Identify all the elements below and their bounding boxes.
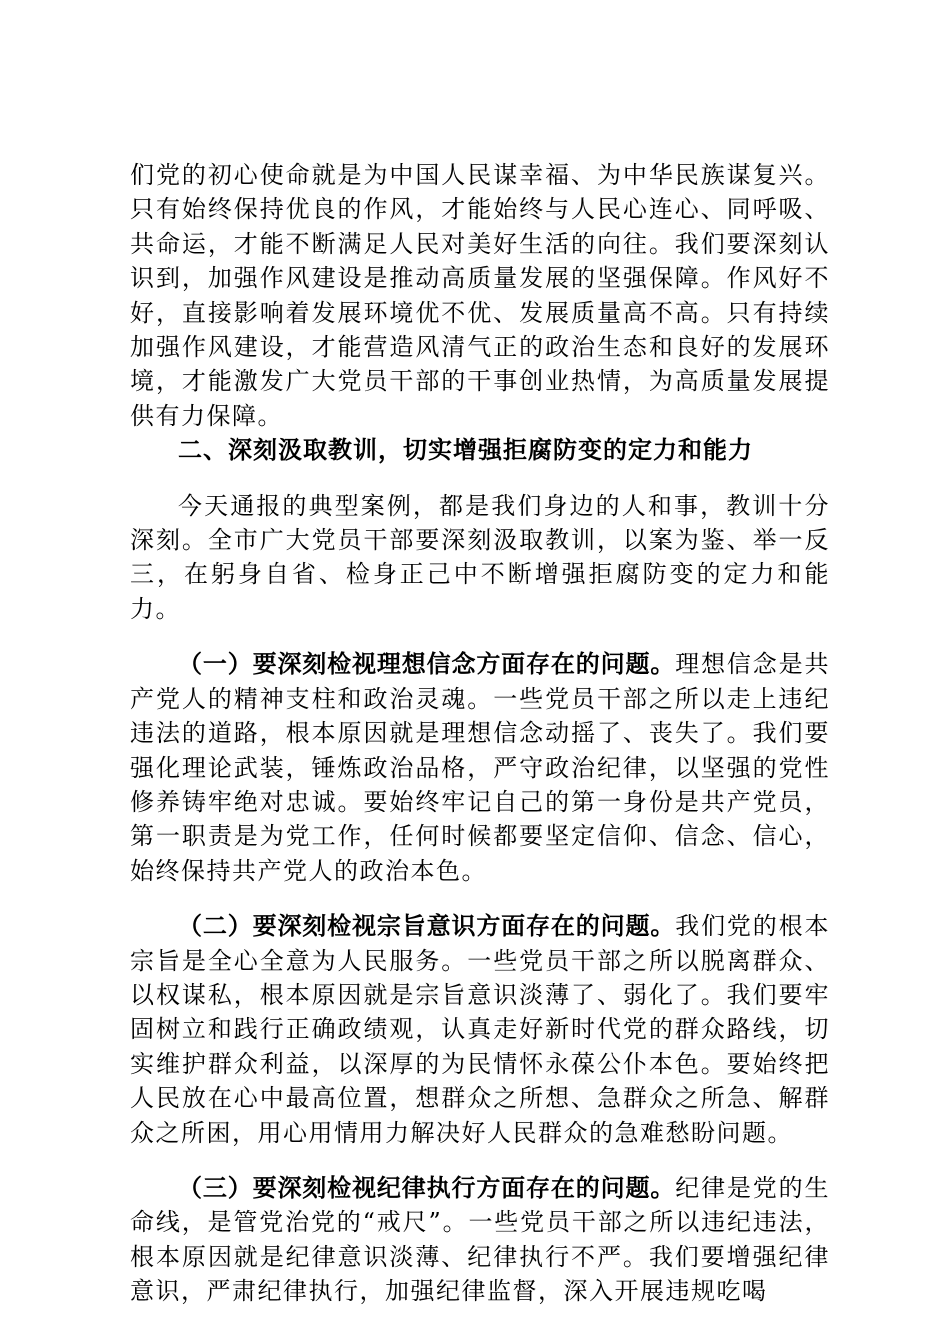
item-two (130, 909, 830, 1150)
item-two-lead: （二）要深刻检视宗旨意识方面存在的问题。 (178, 912, 676, 941)
item-three-body: 纪律是党的生命线，是管党治党的“戒尺”。一些党员干部之所以违纪违法，根本原因就是纪律意识淡薄、纪律执行不严。我们要增强纪律意识，严肃纪律执行，加强纪律监督，深入开展违规吃喝 (130, 1173, 831, 1306)
section-heading: 二、深刻汲取教训，切实增强拒腐防变的定力和能力 (178, 436, 753, 465)
item-three-lead: （三）要深刻检视纪律执行方面存在的问题。 (178, 1173, 676, 1202)
item-three (130, 1171, 830, 1309)
item-one-body: 理想信念是共产党人的精神支柱和政治灵魂。一些党员干部之所以走上违纪违法的道路，根本原因就是理想信念动摇了、丧失了。我们要强化理论武装，锤炼政治品格，严守政治纪律，以坚强的党性修养铸牢绝对忠诚。要始终牢记自己的第一身份是共产党员，第一职责是为党工作，任何时候都要坚定信仰、信念、信心，始终保持共产党人的政治本色。 (130, 650, 831, 885)
item-one-lead: （一）要深刻检视理想信念方面存在的问题。 (178, 650, 676, 679)
item-two-body: 我们党的根本宗旨是全心全意为人民服务。一些党员干部之所以脱离群众、以权谋私，根本原因就是宗旨意识淡薄了、弱化了。我们要牢固树立和践行正确政绩观，认真走好新时代党的群众路线，切实维护群众利益，以深厚的为民情怀永葆公仆本色。要始终把人民放在心中最高位置，想群众之所想、急群众之所急、解群众之所困，用心用情用力解决好人民群众的急难愁盼问题。 (130, 912, 831, 1147)
paragraph-intro: 今天通报的典型案例，都是我们身边的人和事，教训十分深刻。全市广大党员干部要深刻汲取教训，以案为鉴、举一反三，在躬身自省、检身正己中不断增强拒腐防变的定力和能力。 (130, 491, 830, 623)
item-one (130, 647, 830, 888)
document-page (130, 158, 830, 1309)
paragraph-continuation: 们党的初心使命就是为中国人民谋幸福、为中华民族谋复兴。只有始终保持优良的作风，才能始终与人民心连心、同呼吸、共命运，才能不断满足人民对美好生活的向往。我们要深刻认识到，加强作风建设是推动高质量发展的坚强保障。作风好不好，直接影响着发展环境优不优、发展质量高不高。只有持续加强作风建设，才能营造风清气正的政治生态和良好的发展环境，才能激发广大党员干部的干事创业热情，为高质量发展提供有力保障。 (130, 161, 830, 430)
